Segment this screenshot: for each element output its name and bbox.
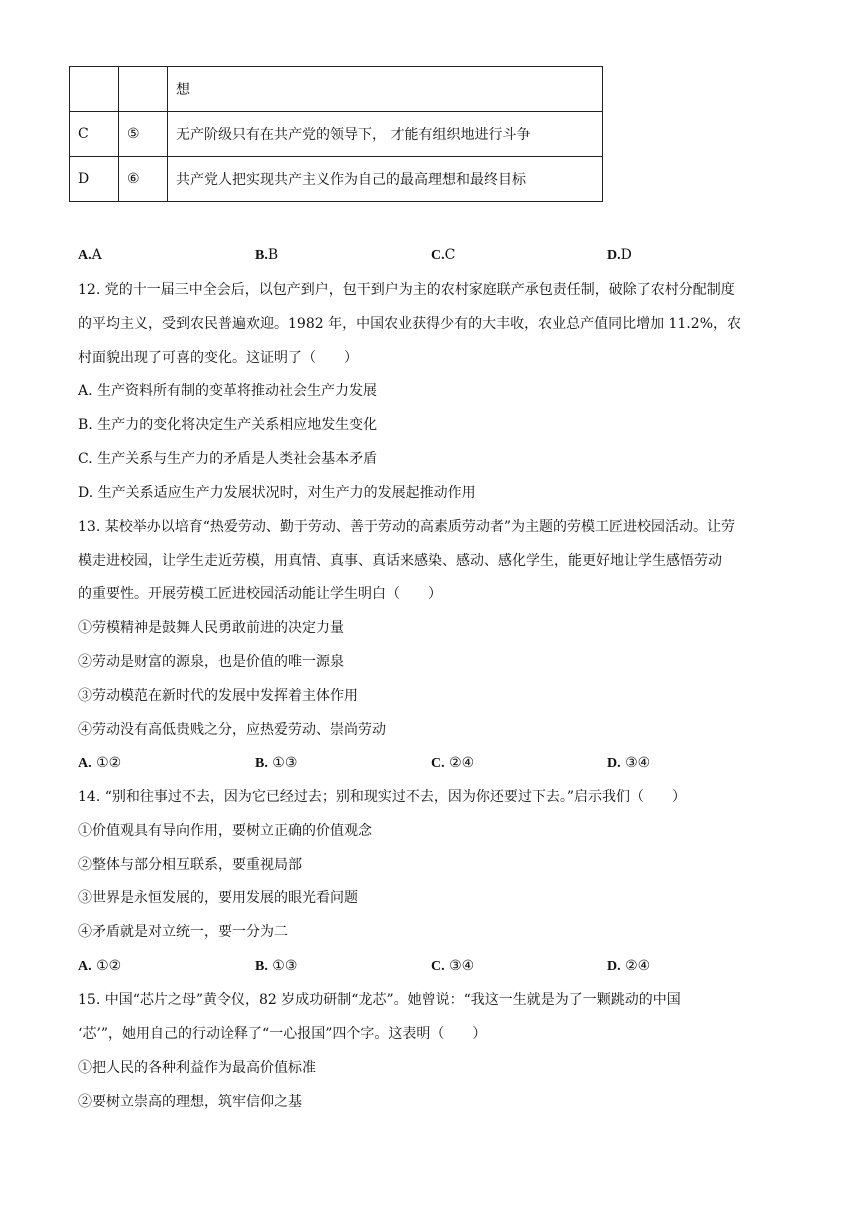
option-d: D.D [607,247,632,263]
table-cell [70,67,119,112]
table-cell: 想 [168,67,603,112]
answer-table [69,66,603,202]
option-b: B. ①③ [255,958,298,974]
question-13-stem: 的重要性。开展劳模工匠进校园活动能让学生明白（ ） [78,586,442,602]
choice-d: D. 生产关系适应生产力发展状况时，对生产力的发展起推动作用 [78,485,476,501]
table-row [70,67,603,112]
statement-3: ③世界是永恒发展的，要用发展的眼光看问题 [78,890,358,906]
table-cell: 无产阶级只有在共产党的领导下， 才能有组织地进行斗争 [168,112,603,157]
table-row [70,112,603,157]
statement-2: ②要树立崇高的理想，筑牢信仰之基 [78,1094,302,1110]
statement-2: ②整体与部分相互联系，要重视局部 [78,857,302,873]
statement-3: ③劳动模范在新时代的发展中发挥着主体作用 [78,688,358,704]
question-12-stem: 的平均主义，受到农民普遍欢迎。1982 年，中国农业获得少有的大丰收，农业总产值同比增加 11.2%，农 [78,316,742,332]
question-12-stem: 村面貌出现了可喜的变化。这证明了（ ） [78,350,358,366]
statement-2: ②劳动是财富的源泉，也是价值的唯一源泉 [78,654,344,670]
statement-1: ①把人民的各种利益作为最高价值标准 [78,1060,316,1076]
choice-a: A. 生产资料所有制的变革将推动社会生产力发展 [78,383,378,399]
table-row [70,157,603,202]
question-12-stem: 12. 党的十一届三中全会后，以包产到户，包干到户为主的农村家庭联产承包责任制，破除了农村分配制度 [78,282,735,298]
statement-1: ①劳模精神是鼓舞人民勇敢前进的决定力量 [78,620,344,636]
option-d: D. ③④ [607,755,651,771]
statement-1: ①价值观具有导向作用，要树立正确的价值观念 [78,823,372,839]
question-14-stem: 14. “别和往事过不去，因为它已经过去；别和现实过不去，因为你还要过下去。”启示我们（ ） [78,789,687,805]
table-cell: 共产党人把实现共产主义作为自己的最高理想和最终目标 [168,157,603,202]
option-a: A.A [78,247,102,263]
choice-b: B. 生产力的变化将决定生产关系相应地发生变化 [78,417,378,433]
question-13-stem: 模走进校园，让学生走近劳模，用真情、真事、真话来感染、感动、感化学生，能更好地让学生感悟劳动 [78,553,722,569]
option-c: C. ③④ [431,958,475,974]
question-15-stem: ‘芯’”，她用自己的行动诠释了“一心报国”四个字。这表明（ ） [78,1026,487,1042]
statement-4: ④矛盾就是对立统一，要一分为二 [78,924,288,940]
option-a: A. ①② [78,958,122,974]
statement-4: ④劳动没有高低贵贱之分，应热爱劳动、崇尚劳动 [78,722,386,738]
table-cell: ⑥ [119,157,168,202]
option-b: B. ①③ [255,755,298,771]
table-cell: D [70,157,119,202]
table-cell [119,67,168,112]
option-b: B.B [255,247,279,263]
choice-c: C. 生产关系与生产力的矛盾是人类社会基本矛盾 [78,451,378,467]
option-c: C.C [431,247,456,263]
table-cell: C [70,112,119,157]
question-15-stem: 15. 中国“芯片之母”黄令仪，82 岁成功研制“龙芯”。她曾说：“我这一生就是为了一颗跳动的中国 [78,992,681,1008]
table-cell: ⑤ [119,112,168,157]
option-d: D. ②④ [607,958,651,974]
option-a: A. ①② [78,755,122,771]
question-13-stem: 13. 某校举办以培育“热爱劳动、勤于劳动、善于劳动的高素质劳动者”为主题的劳模工匠进校园活动。让劳 [78,519,736,535]
option-c: C. ②④ [431,755,475,771]
